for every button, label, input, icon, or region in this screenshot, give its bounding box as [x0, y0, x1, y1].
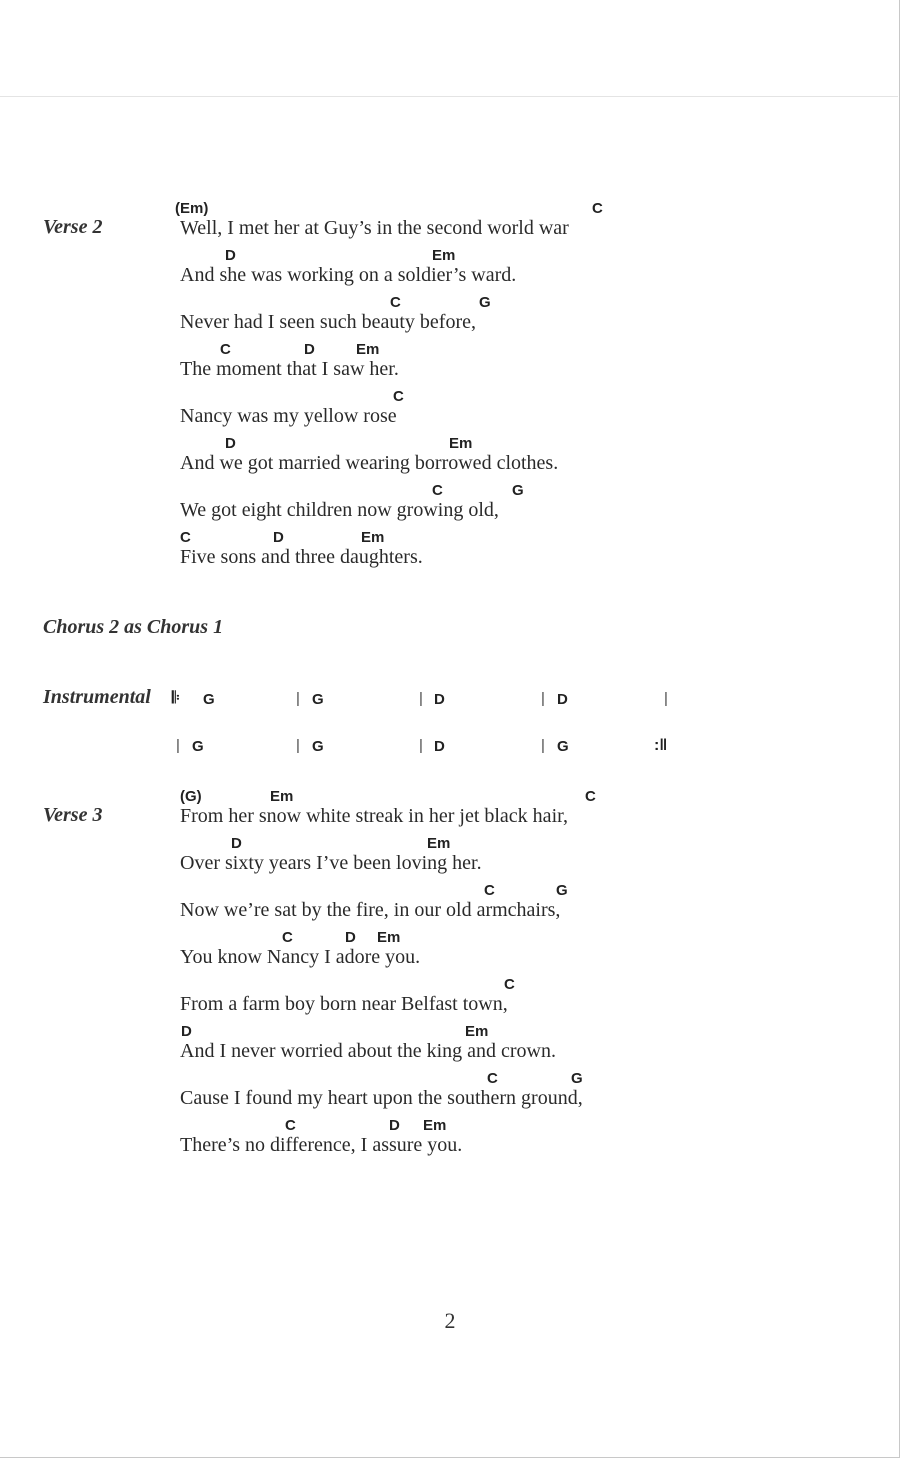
- chord: Em: [356, 341, 380, 358]
- chord: D: [557, 691, 568, 708]
- chord: Em: [270, 788, 294, 805]
- chord: D: [225, 435, 236, 452]
- chord: D: [345, 929, 356, 946]
- lyric-line: Now we’re sat by the fire, in our old armchairs,: [180, 899, 561, 921]
- instrumental-label: Instrumental: [43, 686, 151, 708]
- verse-3-label: Verse 3: [43, 804, 103, 826]
- chord: G: [192, 738, 204, 755]
- chord: C: [180, 529, 191, 546]
- chord: G: [479, 294, 491, 311]
- chord: (G): [180, 788, 202, 805]
- barline: |: [176, 737, 180, 754]
- repeat-end-sign: :‖: [654, 737, 668, 754]
- lyric-line: The moment that I saw her.: [180, 358, 399, 380]
- lyric-line: And I never worried about the king and crown.: [180, 1040, 556, 1062]
- chord: D: [225, 247, 236, 264]
- chord: C: [592, 200, 603, 217]
- lyric-line: Five sons and three daughters.: [180, 546, 423, 568]
- lyric-line: And we got married wearing borrowed clothes.: [180, 452, 559, 474]
- lyric-line: Over sixty years I’ve been loving her.: [180, 852, 482, 874]
- chord: G: [312, 738, 324, 755]
- chord: Em: [449, 435, 473, 452]
- lyric-line: From her snow white streak in her jet black hair,: [180, 805, 568, 827]
- repeat-start-sign: 𝄆: [172, 690, 180, 707]
- chord: D: [231, 835, 242, 852]
- chord: D: [434, 738, 445, 755]
- barline: |: [296, 737, 300, 754]
- chord: C: [220, 341, 231, 358]
- verse-2-label: Verse 2: [43, 216, 103, 238]
- lyric-line: We got eight children now growing old,: [180, 499, 499, 521]
- chord: Em: [465, 1023, 489, 1040]
- chord: G: [512, 482, 524, 499]
- chord: C: [390, 294, 401, 311]
- chord: C: [484, 882, 495, 899]
- lyric-line: You know Nancy I adore you.: [180, 946, 421, 968]
- lyric-line: Cause I found my heart upon the southern ground,: [180, 1087, 583, 1109]
- barline: |: [419, 690, 423, 707]
- lyric-line: And she was working on a soldier’s ward.: [180, 264, 517, 286]
- chord: (Em): [175, 200, 209, 217]
- lyric-line: Well, I met her at Guy’s in the second world war: [180, 217, 569, 239]
- chord: C: [487, 1070, 498, 1087]
- lyric-line: From a farm boy born near Belfast town,: [180, 993, 508, 1015]
- barline: |: [296, 690, 300, 707]
- lyric-line: Never had I seen such beauty before,: [180, 311, 476, 333]
- chord: D: [273, 529, 284, 546]
- barline: |: [419, 737, 423, 754]
- chord: C: [393, 388, 404, 405]
- chord: G: [557, 738, 569, 755]
- chord: C: [282, 929, 293, 946]
- chord: Em: [427, 835, 451, 852]
- chord: D: [181, 1023, 192, 1040]
- chord: D: [434, 691, 445, 708]
- chord: D: [304, 341, 315, 358]
- chord: C: [504, 976, 515, 993]
- chord: G: [556, 882, 568, 899]
- chord: Em: [432, 247, 456, 264]
- barline: |: [664, 690, 668, 707]
- chord: C: [285, 1117, 296, 1134]
- chord: G: [312, 691, 324, 708]
- barline: |: [541, 690, 545, 707]
- chord: G: [203, 691, 215, 708]
- chorus-2-label: Chorus 2 as Chorus 1: [43, 616, 224, 638]
- chord: C: [585, 788, 596, 805]
- lyric-line: There’s no difference, I assure you.: [180, 1134, 463, 1156]
- barline: |: [541, 737, 545, 754]
- header-rule: [0, 96, 898, 97]
- chord: C: [432, 482, 443, 499]
- chord: G: [571, 1070, 583, 1087]
- chord: D: [389, 1117, 400, 1134]
- chord: Em: [377, 929, 401, 946]
- lyric-line: Nancy was my yellow rose: [180, 405, 397, 427]
- chord: Em: [361, 529, 385, 546]
- page-number: 2: [444, 1308, 456, 1333]
- chord: Em: [423, 1117, 447, 1134]
